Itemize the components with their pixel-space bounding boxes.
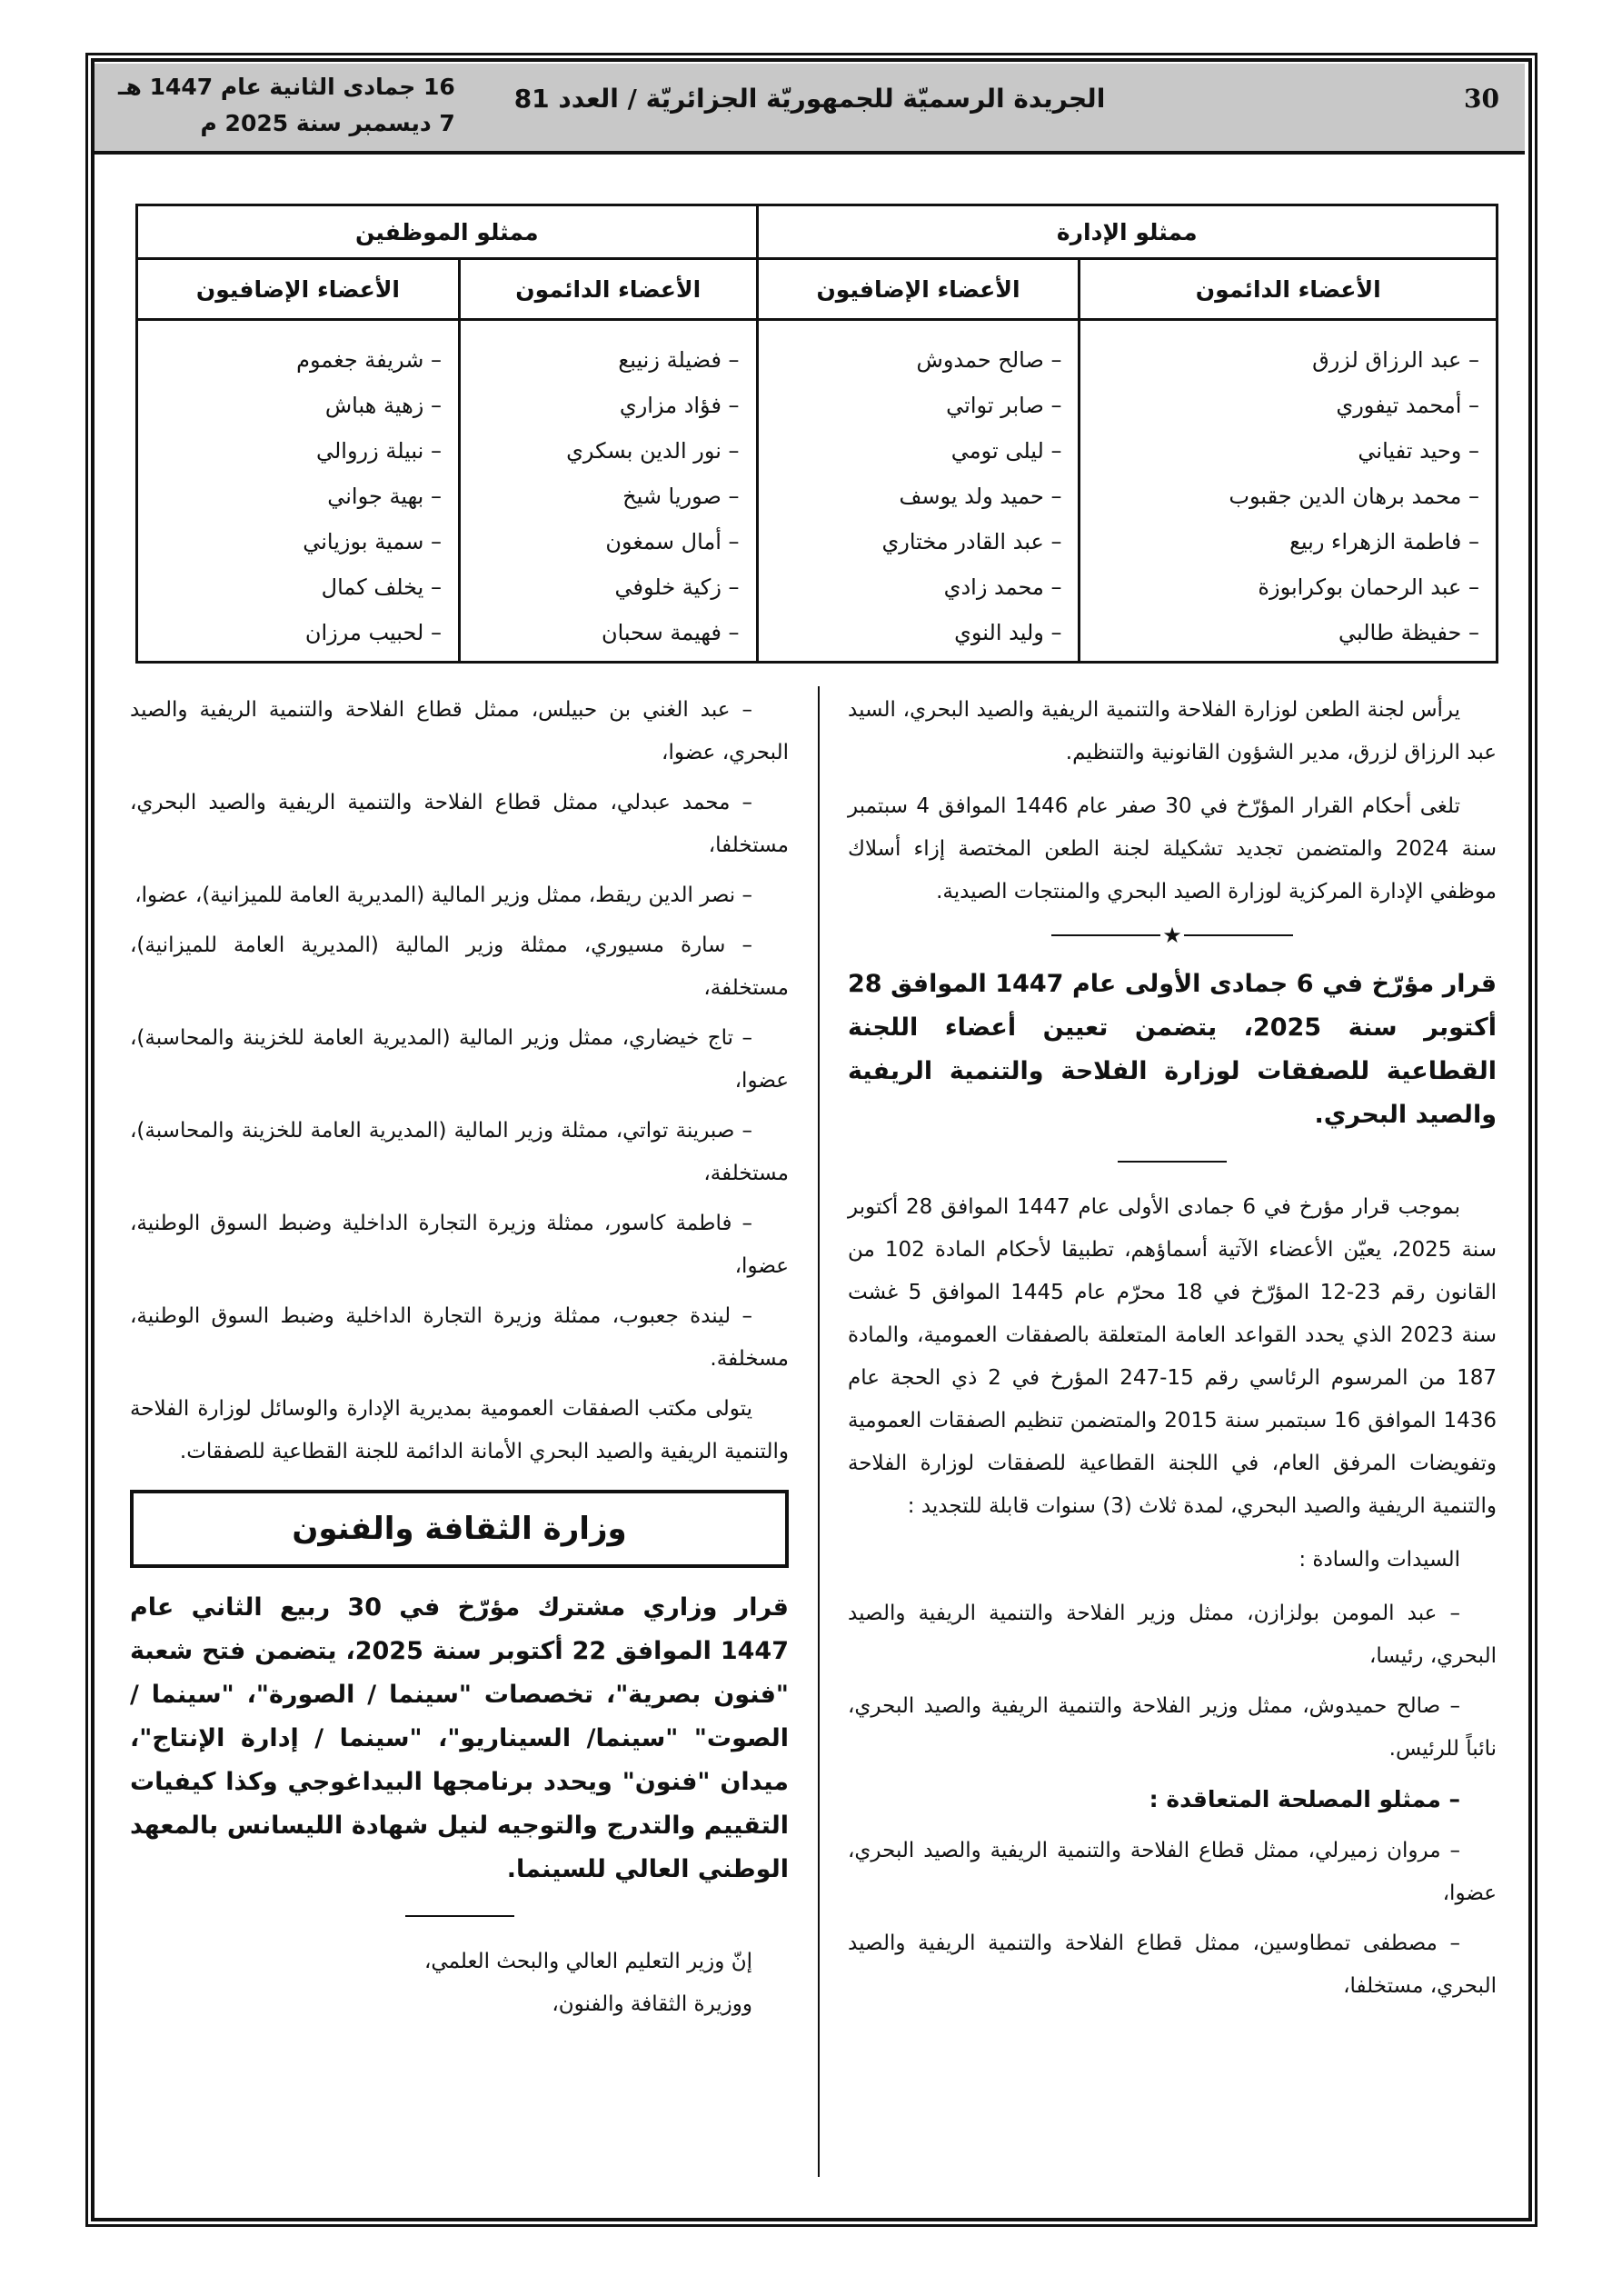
- subheader: الأعضاء الإضافيون: [757, 259, 1080, 320]
- names-column: [137, 320, 460, 663]
- member-name: – فضيلة زنيبع: [618, 347, 740, 373]
- list-item: – سارة مسيوري، ممثلة وزير المالية (المديرية العامة للميزانية)، مستخلفة،: [130, 933, 789, 1000]
- names-column: [459, 320, 757, 663]
- paragraph: السيدات والسادة :: [1299, 1548, 1460, 1572]
- member-name: – فاطمة الزهراء ربيع: [1289, 529, 1479, 554]
- list-item: – عبد المومن بولزازن، ممثل وزير الفلاحة والتنمية الريفية والصيد البحري، رئيسا،: [848, 1602, 1497, 1668]
- left-column: [130, 689, 789, 2026]
- members-table: [135, 204, 1498, 664]
- star-separator: [848, 924, 1497, 946]
- paragraph: يرأس لجنة الطعن لوزارة الفلاحة والتنمية الريفية والصيد البحري، السيد عبد الرزاق لزرق، مدير الشؤون القانونية والتنظيم.: [848, 698, 1497, 764]
- preamble-line: إنّ وزير التعليم العالي والبحث العلمي،: [424, 1950, 752, 1973]
- paragraph: تلغى أحكام القرار المؤرّخ في 30 صفر عام 1446 الموافق 4 سبتمبر سنة 2024 والمتضمن تجديد تشكيلة لجنة الطعن المختصة إزاء أسلاك موظفي الإدارة المركزية لوزارة الصيد البحري والمنتجات الصيدية.: [848, 794, 1497, 903]
- section-title: وزارة الثقافة والفنون: [130, 1490, 789, 1568]
- member-name: – محمد برهان الدين جقبوب: [1229, 484, 1479, 509]
- member-name: – شريفة جغموم: [296, 347, 442, 373]
- group-header-administration: ممثلو الإدارة: [757, 205, 1497, 259]
- list-item: – محمد عبدلي، ممثل قطاع الفلاحة والتنمية الريفية والصيد البحري، مستخلفا،: [130, 791, 789, 857]
- member-name: – صوريا شيخ: [622, 484, 740, 509]
- subheading: – ممثلو المصلحة المتعاقدة :: [1149, 1786, 1460, 1812]
- page-number: 30: [1464, 84, 1499, 114]
- list-item: – مصطفى تمطاوسين، ممثل قطاع الفلاحة والتنمية الريفية والصيد البحري، مستخلفا،: [848, 1932, 1497, 1998]
- subheader: الأعضاء الدائمون: [459, 259, 757, 320]
- member-name: – فهيمة سحبان: [601, 620, 740, 645]
- list-item: – نصر الدين ريقط، ممثل وزير المالية (المديرية العامة للميزانية)، عضوا،: [134, 883, 752, 907]
- member-name: – صابر تواتي: [946, 393, 1062, 418]
- member-name: – عبد الرزاق لزرق: [1312, 347, 1479, 373]
- list-item: – مروان زميرلي، ممثل قطاع الفلاحة والتنمية الريفية والصيد البحري، عضوا،: [848, 1839, 1497, 1905]
- paragraph: يتولى مكتب الصفقات العمومية بمديرية الإدارة والوسائل لوزارة الفلاحة والتنمية الريفية والصيد البحري الأمانة الدائمة للجنة القطاعية للصفقات.: [130, 1397, 789, 1463]
- gazette-title: الجريدة الرسميّة للجمهوريّة الجزائريّة / العدد 81: [513, 84, 1106, 114]
- preamble-line: ووزيرة الثقافة والفنون،: [552, 1992, 752, 2016]
- paragraph: بموجب قرار مؤرخ في 6 جمادى الأولى عام 1447 الموافق 28 أكتوبر سنة 2025، يعيّن الأعضاء الآتية أسماؤهم، تطبيقا لأحكام المادة 102 من القانون رقم 23-12 المؤرّخ في 18 محرّم عام 1445 الموافق 5 غشت سنة 2023 الذي يحدد القواعد العامة المتعلقة بالصفقات العمومية، والمادة 187 من المرسوم الرئاسي رقم 15-247 المؤرخ في 2 ذي الحجة عام 1436 الموافق 16 سبتمبر سنة 2015 والمتضمن تنظيم الصفقات العمومية وتفويضات المرفق العام، في اللجنة القطاعية للصفقات لوزارة الفلاحة والتنمية الريفية والصيد البحري، لمدة ثلاث (3) سنوات قابلة للتجديد :: [848, 1195, 1498, 1518]
- subheader: الأعضاء الدائمون: [1080, 259, 1498, 320]
- group-header-employees: ممثلو الموظفين: [137, 205, 758, 259]
- member-name: – ليلى تومي: [950, 438, 1062, 464]
- member-name: – نبيلة زروالي: [315, 438, 442, 464]
- date-hijri: 16 جمادى الثانية عام 1447 هـ: [118, 74, 455, 100]
- subheader: الأعضاء الإضافيون: [137, 259, 460, 320]
- page-header: [95, 64, 1525, 155]
- member-name: – حميد ولد يوسف: [899, 484, 1062, 509]
- member-name: – فؤاد مزاري: [619, 393, 740, 418]
- list-item: – صبرينة تواتي، ممثلة وزير المالية (المديرية العامة للخزينة والمحاسبة)، مستخلفة،: [130, 1119, 789, 1185]
- separator-rule: [405, 1915, 514, 1917]
- member-name: – عبد القادر مختاري: [881, 529, 1062, 554]
- member-name: – وليد النوي: [954, 620, 1062, 645]
- member-name: – حفيظة طالبي: [1338, 620, 1479, 645]
- list-item: – تاج خيضاري، ممثل وزير المالية (المديرية العامة للخزينة والمحاسبة)، عضوا،: [130, 1026, 789, 1093]
- member-name: – محمد زادي: [943, 574, 1062, 600]
- member-name: – عبد الرحمان بوكرابوزة: [1258, 574, 1479, 600]
- names-column: [757, 320, 1080, 663]
- member-name: – زكية خلوفي: [614, 574, 740, 600]
- list-item: – ليندة جعبوب، ممثلة وزيرة التجارة الداخلية وضبط السوق الوطنية، مسخلفة.: [130, 1304, 789, 1371]
- decree-title: قرار مؤرّخ في 6 جمادى الأولى عام 1447 الموافق 28 أكتوبر سنة 2025، يتضمن تعيين أعضاء اللجنة القطاعية للصفقات لوزارة الفلاحة والتنمية الريفية والصيد البحري.: [848, 970, 1498, 1129]
- member-name: – أمال سمغون: [605, 529, 740, 554]
- member-name: – أمحمد تيفوري: [1336, 393, 1479, 418]
- right-column: [848, 689, 1497, 2015]
- column-divider: [818, 686, 820, 2177]
- separator-rule: [1118, 1161, 1227, 1163]
- member-name: – زهية هباش: [324, 393, 442, 418]
- member-name: – بهية جواني: [327, 484, 442, 509]
- list-item: – صالح حميدوش، ممثل وزير الفلاحة والتنمية الريفية والصيد البحري، نائباً للرئيس.: [848, 1694, 1497, 1761]
- member-name: – سمية بوزياني: [303, 529, 442, 554]
- list-item: – فاطمة كاسور، ممثلة وزيرة التجارة الداخلية وضبط السوق الوطنية، عضوا،: [130, 1212, 789, 1278]
- member-name: – صالح حمدوش: [916, 347, 1062, 373]
- member-name: – يخلف كمال: [321, 574, 442, 600]
- member-name: – لحبيب مرزان: [304, 620, 442, 645]
- names-column: [1080, 320, 1498, 663]
- issue-date: [118, 69, 455, 142]
- star-icon: ★: [1162, 923, 1182, 948]
- date-gregorian: 7 ديسمبر سنة 2025 م: [200, 110, 455, 136]
- list-item: – عبد الغني بن حبيلس، ممثل قطاع الفلاحة والتنمية الريفية والصيد البحري، عضوا،: [130, 698, 789, 764]
- member-list: [130, 689, 789, 1381]
- decree-title: قرار وزاري مشترك مؤرّخ في 30 ربيع الثاني عام 1447 الموافق 22 أكتوبر سنة 2025، يتضمن فتح شعبة "فنون بصرية"، تخصصات "سينما / الصورة"، "سينما / الصوت" "سينما/ السيناريو"، "سينما / إدارة الإنتاج"، ميدان "فنون" ويحدد برنامجها البيداغوجي وكذا كيفيات التقييم والتدرج والتوجيه لنيل شهادة الليسانس بالمعهد الوطني العالي للسينما.: [130, 1593, 789, 1883]
- member-name: – نور الدين بسكري: [566, 438, 740, 464]
- member-name: – وحيد تفياني: [1358, 438, 1479, 464]
